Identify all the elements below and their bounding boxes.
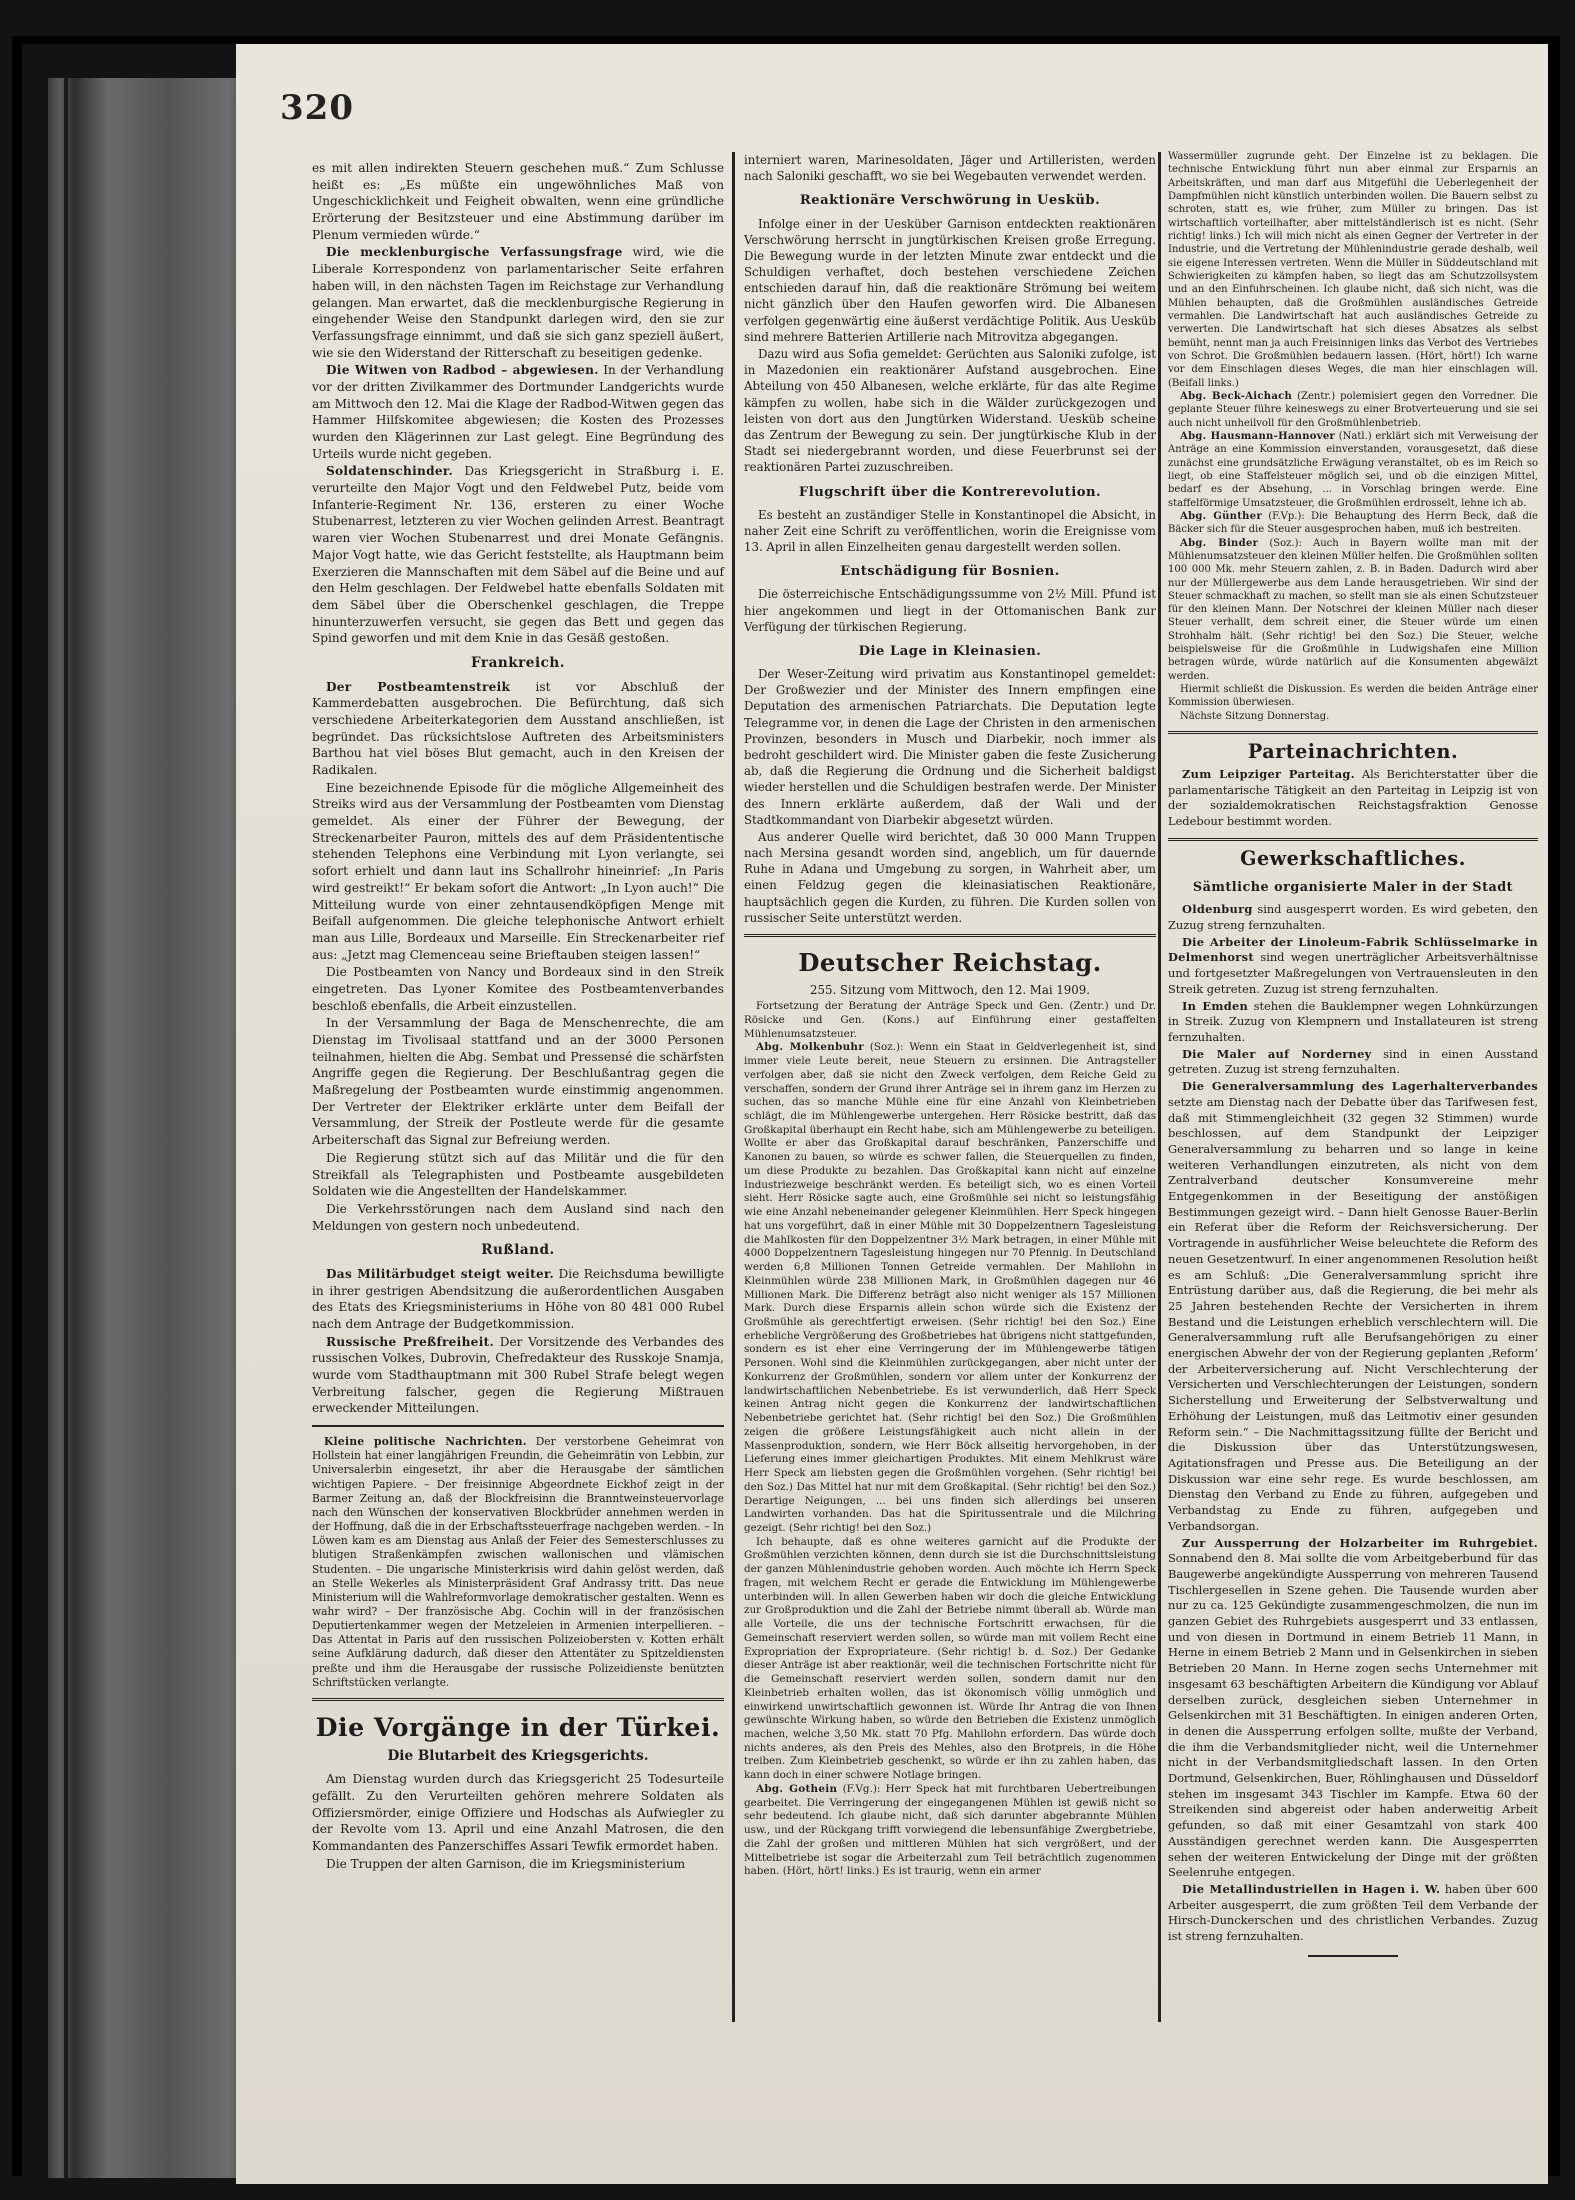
paragraph-small: Wassermüller zugrunde geht. Der Einzelne ist zu beklagen. Die technische Entwicklung führt nun aber einmal zur Ersparnis an Arbeitskräften, und man darf aus Mitgefühl die Ueberlegenheit der Dampfmühlen nicht künstlich unterbinden wollen. Die Bauern selbst zu schroten, statt es, wie früher, zum Müller zu bringen. Das ist wirtschaftlich vorteilhafter, aber mittelständlerisch ist es nicht. (Sehr richtig! links.) Ich will mich nicht als einen Gegner der Vertreter in der Industrie, und die Vertretung der Mühlenindustrie gerade deshalb, weil sie eigene Interessen vertreten. Wenn die Müller in Süddeutschland mit Schwierigkeiten zu kämpfen haben, so liegt das am Schutzzollsystem und an den Einfuhrscheinen. Ich glaube nicht, daß sich nicht, was die Mühlen behaupten, daß die Großmühlen ausländisches Getreide vermahlen. Die Landwirtschaft hat auch ausländisches Getreide zu verwerten. Die Landwirtschaft hat sich dieses Absatzes als selbst bemüht, nennt man ja auch Freisinnigen links das Verbot des Vertriebes von Schrot. Die Großmühlen bedauern lassen. (Hört, hört!) Ich warne vor dem Einschlagen dieses Weges, die man hier einschlagen will. (Beifall links.): [1168, 151, 1538, 389]
keyword: Der Postbeamtenstreik: [326, 679, 511, 694]
keyword: Zur Aussperrung der Holzarbeiter im Ruhrgebiet.: [1182, 1535, 1538, 1550]
paragraph-small: Ich behaupte, daß es ohne weiteres garnicht auf die Produkte der Großmühlen verzichten können, denn durch sie ist die Durchschnittsleistung der ganzen Mühlenindustrie gehoben worden. Auch möchte ich Herrn Speck fragen, mit welchem Recht er gerade die Entwicklung im Mühlengewerbe unterbinden will. In allen Gewerben haben wir doch die gleiche Entwicklung zur Großproduktion und die Zahl der Betriebe nimmt überall ab. Würde man alle Vorteile, die uns der technische Fortschritt erwachsen, für die Gemeinschaft reserviert werden sollen, so würde man mit vollem Recht eine Expropriation der Expropriateure. (Sehr richtig! b. d. Soz.) Der Gedanke dieser Anträge ist aber reaktionär, weil die technischen Fortschritte nicht für die Gemeinschaft reserviert werden sollen, sondern damit nur den Kleinbetrieb erhalten wollen, das ist ökonomisch völlig unmöglich und einwirkend unwirtschaftlich gewonnen ist. Würde Ihr Antrag die von Ihnen gewünschte Wirkung haben, so würde den Betrieben die Existenz unmöglich machen, welche 3,50 Mk. statt 70 Pfg. Mahllohn erfordern. Das würde doch nichts anderes, als den Preis des Mehles, also den Brotpreis, in die Höhe treiben. Zum Kleinbetrieb geschenkt, so würde er ihn zu zahlen haben, das kann doch in einer schwere Notlage bringen.: [744, 1535, 1156, 1782]
paragraph-small: Nächste Sitzung Donnerstag.: [1180, 710, 1330, 722]
paragraph: Dazu wird aus Sofia gemeldet: Gerüchten aus Saloniki zufolge, ist in Mazedonien ein reaktionärer Aufstand ausgebrochen. Eine Abteilung von 450 Albanesen, welche erklärte, für das alte Regime kämpfen zu wollen, habe sich in die Wälder zurückgezogen und leisten von dort aus den Jungtürken Widerstand. Uesküb scheine das Zentrum der Bewegung zu sein. Der jungtürkische Klub in der Stadt sei niedergebrannt worden, und diese Feuerbrunst sei der reaktionären Partei zuzuschreiben.: [744, 347, 1156, 475]
column-rule-2: [1158, 152, 1161, 2022]
paragraph-text: haben über 600 Arbeiter ausgesperrt, die zum größten Teil dem Verbande der Hirsch-Dunckerschen und des christlichen Verbandes. Zuzug ist streng fernzuhalten.: [1168, 1881, 1538, 1944]
section-heading: Die Lage in Kleinasien.: [858, 643, 1042, 659]
paragraph-small: [744, 1041, 1156, 1535]
speaker: Abg. Binder: [1180, 537, 1259, 549]
section-heading: Frankreich.: [471, 654, 565, 671]
paragraph-text: stehen die Bauklempner wegen Lohnkürzungen in Streik. Zuzug von Klempnern und Installateuren ist streng fernzuhalten.: [1168, 998, 1539, 1044]
paragraph-text: setzte am Dienstag nach der Debatte über das Tarifwesen fest, daß mit Stimmengleichheit (32 gegen 32 Stimmen) wurde beschlossen, auf dem Standpunkt der Leipziger Generalversammlung zu beharren und so lange in keine weiteren Verhandlungen einzutreten, als nicht von dem Zentralverband deutscher Konsumvereine mehr Entgegenkommen in der Beseitigung der anstößigen Bestimmungen gezeigt wird. – Dann hielt Genosse Bauer-Berlin ein Referat über die Reform der Reichsversicherung. Der Vortragende in ausführlicher Weise beleuchtete die Reform des neuen Gesetzentwurf. In einer angenommenen Resolution heißt es am Schluß: „Die Generalversammlung spricht ihre Entrüstung darüber aus, daß die Regierung, die bei mehr als 25 Jahren bestehenden Rechte der Versicherten in ihrem Bestand und die Leistungen erheblich verschlechtern will. Die Generalversammlung ruft alle Berufsangehörigen zu einer energischen Abwehr der von der Regierung geplanten ‚Reform‘ der Arbeiterversicherung auf. Nicht Verschlechterung der Versicherten und Verschlechterungen der Leistungen, sondern Sicherstellung und Erweiterung der Selbstverwaltung und Erhöhung der Leistungen, muß das Leitmotiv einer gesunden Reform sein.“ – Die Nachmittagssitzung füllte der Bericht und die Diskussion über das Unterstützungswesen, Agitationsfragen und Presse aus. Die Beteiligung an der Diskussion war eine sehr rege. Es wurde beschlossen, am Dienstag den Verband zu Ende zu führen, aufgegeben und Verbandstag zu Ende zu führen, aufgegeben und Verbandsorgan.: [1168, 1094, 1539, 1533]
paragraph: [312, 362, 724, 462]
speaker: Abg. Gothein: [756, 1782, 838, 1795]
paragraph-small: [312, 1435, 724, 1690]
frame-left: [12, 36, 22, 2176]
paragraph: Die österreichische Entschädigungssumme von 2½ Mill. Pfund ist hier angekommen und liegt in der Ottomanischen Bank zur Verfügung der türkischen Regierung.: [744, 587, 1156, 634]
paragraph-text: (F.Vg.): Herr Speck hat mit furchtbaren Uebertreibungen gearbeitet. Die Verringerung der eingegangenen Mühlen ist gewiß nicht so sehr bedeutend. Ich glaube nicht, daß sich darunter abgebrannte Mühlen usw., und der Rückgang trifft vorwiegend die lebensunfähige Zwergbetriebe, die Zahl der großen und mittleren Mühlen hat sich vergrößert, und der Mittelbetriebe ist sogar die Arbeiterzahl zum Teil beträchtlich zugenommen haben. (Hört, hört! links.) Es ist traurig, wenn ein armer: [744, 1782, 1156, 1878]
paragraph: Aus anderer Quelle wird berichtet, daß 30 000 Mann Truppen nach Mersina gesandt worden sind, angeblich, um für dauernde Ruhe in Adana und Umgebung zu sorgen, in Wahrheit aber, um einen Feldzug gegen die kleinasiatischen Reaktionäre, hauptsächlich gegen die Kurden, zu führen. Die Kurden sollen von russischer Seite unterstützt werden.: [744, 829, 1156, 925]
section-heading: Flugschrift über die Kontrerevolution.: [798, 484, 1102, 500]
speaker: Abg. Beck-Aichach: [1180, 390, 1293, 402]
major-heading: Deutscher Reichstag.: [798, 948, 1102, 977]
paragraph: [312, 1334, 724, 1417]
paragraph-text: Der verstorbene Geheimrat von Hollstein hat einer langjährigen Freundin, die Geheimrätin von Lebbin, zur Universalerbin eingesetzt, ihr aber die Herausgabe der sämtlichen wichtigen Papiere. – Der freisinnige Abgeordnete Eickhof zeigt in der Barmer Zeitung an, daß der Blockfreisinn die Branntweinsteuervorlage nach den Wünschen der konservativen Blockbrüder annehmen werden in der Hoffnung, daß die in der Erbschaftssteuerfrage nachgeben werden. – In Löwen kam es am Dienstag aus Anlaß der Feier des Semesterschlusses zu blutigen Straßenkämpfen zwischen wallonischen und vlämischen Studenten. – Die ungarische Ministerkrisis wird dahin gelöst werden, daß an Stelle Wekerles als Ministerpräsident Graf Andrassy tritt. Das neue Ministerium will die Wahlreformvorlage demokratischer gestalten. Wenn es wahr wird? – Der französische Abg. Cochin will in der französischen Deputiertenkammer wegen der Metzeleien in Armenien interpellieren. – Das Attentat in Paris auf den russischen Polizeiobersten v. Kotten erhält seine Aufklärung dadurch, daß dieser den Attentäter zu Spitzeldiensten preßte und ihm die Herausgabe der russische Polizeidienste benützten Schriftstücken verlangte.: [312, 1435, 724, 1689]
keyword: Die mecklenburgische Verfassungsfrage: [326, 245, 623, 260]
paragraph-text: (Zentr.) polemisiert gegen den Vorredner. Die geplante Steuer führe keineswegs zu einer Brotverteuerung und sie sei auch nicht unheilvoll für den Großmühlenbetrieb.: [1168, 390, 1538, 429]
paragraph: Die Truppen der alten Garnison, die im Kriegsministerium: [326, 1856, 686, 1871]
paragraph: In der Versammlung der Baga de Menschenrechte, die am Dienstag im Tivolisaal stattfand und an der 3000 Personen teilnahmen, hielten die Abg. Sembat und Pressensé die schärfsten Angriffe gegen die Regierung. Der Beschlußantrag gegen die Maßregelung der Postbeamten wurde einstimmig angenommen. Der Vertreter der Elektriker erklärte unter dem Beifall der Versammlung, der Streik der Postleute werde für die gesamte Arbeiterschaft das Signal zur Befreiung werden.: [312, 1016, 724, 1148]
paragraph-text: wird, wie die Liberale Korrespondenz von parlamentarischer Seite erfahren haben will, in den nächsten Tagen im Reichstage zur Verhandlung gelangen. Man erwartet, daß die mecklenburgische Regierung in eingehender Weise den Standpunkt darlegen wird, den sie zur Verfassungsfrage einnimmt, und daß sie sich ganz speziell äußert, wie sie den Widerstand der Ritterschaft zu beseitigen gedenke.: [312, 245, 724, 360]
frame-right: [1548, 36, 1560, 2176]
paragraph-text: (Soz.): Wenn ein Staat in Geldverlegenheit ist, sind immer viele Leute bereit, neue Steuern zu ersinnen. Die Antragsteller verfolgen aber, daß sie nicht den Zweck verfolgen, dem Reiche Geld zu verschaffen, sondern der Grund ihrer Anträge sei in ihrem ganz im Herzen zu suchen, das so manche Mühle eine für eine Anzahl von Kleinbetrieben schlägt, die im Mühlengewerbe untergehen. Herr Rösicke bestritt, daß das Großkapital überhaupt ein Recht habe, sich am Mühlengewerbe zu beteiligen. Wollte er aber das Großkapital darauf beschränken, Panzerschiffe und Kanonen zu bauen, so würde es schwer fallen, die Steuerquellen zu finden, um diese Produkte zu bezahlen. Das Großkapital kann nicht auf einzelne Industriezweige beschränkt werden. Es beteiligt sich, wo es einen Vorteil sieht. Herr Rösicke sagte auch, eine Großmühle sei nicht so leistungsfähig wie eine Anzahl nebeneinander gelegener Kleinmühlen. Herr Speck hingegen hat uns vorgeführt, daß in einer Mühle mit 30 Doppelzentnern Tagesleistung die Mahlkosten für den Doppelzentner 3½ Mark betragen, in einer Mühle mit 4000 Doppelzentnern Tagesleistung hingegen nur 70 Pfennig. In Deutschland werden 6,8 Millionen Tonnen Getreide vermahlen. Der Mahllohn in Kleinmühlen würde 238 Millionen Mark, in Großmühlen dagegen nur 46 Millionen Mark. Die Differenz beträgt also nicht weniger als 157 Millionen Mark. Durch diese Ersparnis allein schon würde sich die Existenz der Großmühle als gerechtfertigt erweisen. (Sehr richtig! bei den Soz.) Eine erhebliche Vergrößerung des Großbetriebes hat übrigens nicht stattgefunden, sondern es ist eher eine Verringerung der im Mühlengewerbe tätigen Personen. Wohl sind die Kleinmühlen zurückgegangen, aber nicht unter der Konkurrenz der Großmühlen, sondern vor allem unter der Konkurrenz der landwirtschaftlichen Nebenbetriebe. Es ist verwunderlich, daß Herr Speck keinen Antrag nicht gegen die Konkurrenz der landwirtschaftlichen Nebenbetriebe gerichtet hat. (Sehr richtig! bei den Soz.) Die Großmühlen zeigen die größere Leistungsfähigkeit auch nicht allein in der Massenproduktion, sondern, wie Herr Böck allseitig hervorgehoben, in der Lieferung eines immer gleichartigen Produktes. Mit einem Mehlkrust wäre Herr Speck am liebsten gegen die Großmühlen vorgehen. (Sehr richtig! bei den Soz.) Das Mittel hat nur mit dem Großkapital. (Sehr richtig! bei den Soz.) Derartige Neigungen, ... bei uns finden sich allerdings bei unseren Landwirten vorhanden. Das hat die Spiritussentrale und die Milchring gezeigt. (Sehr richtig! bei den Soz.): [744, 1041, 1156, 1534]
paragraph-text: (Natl.) erklärt sich mit Verweisung der Anträge an eine Kommission einverstanden, vorausgesetzt, daß diese zunächst eine grundsätzliche Erwägung veranstaltet, ob es im Reich so liegt, ob eine Staffelsteuer möglich sei, und ob die einzigen Mittel, bedarf es der Absehung, ... in Vorschlag bringen werde. Eine staffelförmige Umsatzsteuer, die Großmühlen erdrosselt, lehne ich ab.: [1168, 430, 1538, 509]
subheading: Die Blutarbeit des Kriegsgerichts.: [387, 1747, 649, 1764]
paragraph-small: Hiermit schließt die Diskussion. Es werden die beiden Anträge einer Kommission überwiesen.: [1168, 684, 1538, 709]
paragraph: [312, 463, 724, 647]
paragraph-text: sind wegen unerträglicher Arbeitsverhältnisse und fortgesetzter Maßregelungen von Vertrauensleuten in den Streik getreten. Zuzug ist streng fernzuhalten.: [1168, 950, 1538, 996]
paragraph: [1168, 902, 1538, 933]
double-rule: [1168, 838, 1538, 841]
section-heading: Reaktionäre Verschwörung in Uesküb.: [799, 193, 1101, 209]
double-rule: [312, 1698, 724, 1701]
paragraph: Es besteht an zuständiger Stelle in Konstantinopel die Absicht, in naher Zeit eine Schrift zu veröffentlichen, worin die Ereignisse vom 13. April in allen Einzelheiten genau dargestellt werden sollen.: [744, 507, 1156, 554]
keyword: Soldatenschinder.: [326, 464, 453, 479]
paragraph-text: Der Vorsitzende des Verbandes des russischen Volkes, Dubrovin, Chefredakteur des Russkoje Snamja, wurde vom Stadthauptmann mit 300 Rubel Strafe belegt wegen Verbreitung falscher, gegen die Regierung Mißtrauen erweckender Mitteilungen.: [312, 1334, 724, 1416]
keyword: Die Arbeiter der Linoleum-Fabrik Schlüsselmarke in Delmenhorst: [1168, 934, 1538, 965]
paragraph: Infolge einer in der Uesküber Garnison entdeckten reaktionären Verschwörung herrscht in jungtürkischen Kreisen große Erregung. Die Bewegung wurde in der letzten Minute zwar entdeckt und die Schuldigen verhaftet, doch bestehen verschiedene Zeichen entschieden darauf hin, daß die reaktionäre Strömung bei weitem nicht gänzlich über den Haufen geworfen wird. Die Albanesen verfolgen gegenwärtig eine äußerst verdächtige Politik. Aus Uesküb sind mehrere Batterien Artillerie nach Mitrovitza abgegangen.: [744, 216, 1156, 344]
keyword: Die Maler auf Norderney: [1182, 1046, 1372, 1061]
paragraph: [312, 679, 724, 779]
paragraph: [1168, 935, 1538, 998]
paragraph: es mit allen indirekten Steuern geschehen muß.“ Zum Schlusse heißt es: „Es müßte ein ungewöhnliches Maß von Ungeschicklichkeit und Feigheit obwalten, wenn eine gründliche Erörterung der Besitzsteuer und eine Abstimmung darüber im Plenum vermieden würde.“: [312, 161, 724, 242]
paragraph-small: [744, 1783, 1156, 1879]
paragraph-text: Die Reichsduma bewilligte in ihrer gestrigen Abendsitzung die außerordentlichen Ausgaben des Etats des Kriegsministeriums in Höhe von 80 481 000 Rubel nach dem Antrage der Budgetkommission.: [312, 1266, 724, 1331]
end-rule: [1308, 1955, 1398, 1957]
paragraph-small: [1168, 537, 1538, 684]
subheading: Sämtliche organisierte Maler in der Stadt: [1192, 879, 1514, 895]
double-rule: [744, 934, 1156, 937]
speaker: Abg. Molkenbuhr: [756, 1041, 864, 1054]
paragraph: [1168, 1536, 1538, 1881]
paragraph-small: [1168, 390, 1538, 430]
speaker: Abg. Hausmann-Hannover: [1180, 430, 1336, 442]
keyword: Die Metallindustriellen in Hagen i. W.: [1182, 1881, 1441, 1896]
paragraph-small: [1168, 430, 1538, 510]
keyword: Zum Leipziger Parteitag.: [1182, 767, 1355, 782]
paragraph: [312, 244, 724, 361]
session-line: 255. Sitzung vom Mittwoch, den 12. Mai 1909.: [810, 982, 1090, 997]
paragraph-text: Sonnabend den 8. Mai sollte die vom Arbeitgeberbund für das Baugewerbe angekündigte Aussperrung von mehreren Tausend Tischlergesellen in Szene gehen. Die Tausende wurden aber nur zu ca. 125 Gekündigte zusammengeschmolzen, die nun im ganzen Gebiet des Ruhrgebiets ausgesperrt und 33 entlassen, und von diesen in Dortmund in einem Betrieb 11 Mann, in Herne in einem Betrieb 2 Mann und in Gelsenkirchen in sieben Betrieben 20 Mann. In Herne zogen sechs Unternehmer mit insgesamt 63 beschäftigten Arbeitern die Kündigung vor Ablauf derselben zurück, desgleichen sieben Unternehmer in Gelsenkirchen mit 31 Beschäftigten. In einigen anderen Orten, in denen die Aussperrung erfolgen sollte, mußte der Verband, die ihm die Verbandsmitglieder nicht, weil die Unternehmer nicht in der Verbandsmitgliedschaft lassen. In den Orten Dortmund, Gelsenkirchen, Buer, Röhlinghausen und Düsseldorf stehen im insgesamt 343 Tischler im Kampfe. Etwa 60 der Streikenden sind abgereist oder haben anderweitig Arbeit gefunden, so daß mit einer Gesamtzahl von stark 400 Ausständigen gerechnet werden kann. Die Ausgesperrten sehen der weiteren Entwickelung der Dinge mit der größten Seelenruhe entgegen.: [1168, 1551, 1538, 1880]
keyword: In Emden: [1182, 998, 1249, 1013]
paragraph-text: Das Kriegsgericht in Straßburg i. E. verurteilte den Major Vogt und den Feldwebel Putz, beide vom Infanterie-Regiment Nr. 136, ersteren zu einer Woche Stubenarrest, letzteren zu vier Wochen gelinden Arrest. Beantragt waren vier Wochen Stubenarrest und drei Monate Gefängnis. Major Vogt hatte, wie das Gericht feststellte, als Hauptmann beim Exerzieren die Mannschaften mit dem Säbel auf die Beine und auf den Helm geschlagen. Der Feldwebel hatte ebenfalls Soldaten mit dem Säbel über die Oberschenkel geschlagen, die Treppe hinunterzuwerfen versucht, sie gegen das Bett und gegen das Spind geworfen und mit dem Knie in das Gesäß gestoßen.: [312, 464, 724, 646]
paragraph: Eine bezeichnende Episode für die mögliche Allgemeinheit des Streiks wird aus der Versammlung der Postbeamten vom Dienstag gemeldet. Als einer der Führer der Bewegung, der Streckenarbeiter Pauron, mittels des auf dem Präsidententische stehenden Telephons eine Verbindung mit Lyon verlangte, sei sofort erhielt und dann laut ins Schallrohr hineinrief: „In Paris wird gestreikt!“ Er bekam sofort die Antwort: „In Lyon auch!“ Die Mitteilung wurde von einer zehntausendköpfigen Menge mit Beifall aufgenommen. Die gleiche telephonische Antwort erhielt man aus Lille, Bordeaux und Marseille. Ein Streckenarbeiter rief aus: „Jetzt mag Clemenceau seine Brieftauben steigen lassen!“: [312, 780, 724, 962]
paragraph: [1168, 1047, 1538, 1078]
binding-edge: [64, 78, 68, 2178]
paragraph: Die Postbeamten von Nancy und Bordeaux sind in den Streik eingetreten. Das Lyoner Komitee des Postbeamtenverbandes beschloß ebenfalls, die Arbeit einzustellen.: [312, 965, 724, 1013]
major-heading: Die Vorgänge in der Türkei.: [315, 1711, 721, 1742]
paragraph: Die Verkehrsstörungen nach dem Ausland sind nach den Meldungen von gestern noch unbedeutend.: [312, 1201, 724, 1233]
paragraph-text: ist vor Abschluß der Kammerdebatten ausgebrochen. Die Befürchtung, daß sich verschiedene Arbeiterkategorien dem Ausstand anschließen, ist begründet. Das rücksichtslose Auftreten des Arbeitsministers Barthou hat viel böses Blut gemacht, auch in den Kreisen der Radikalen.: [312, 679, 725, 778]
keyword: Die Generalversammlung des Lagerhalterverbandes: [1182, 1079, 1538, 1094]
divider: [312, 1425, 724, 1427]
paragraph: Am Dienstag wurden durch das Kriegsgericht 25 Todesurteile gefällt. Zu den Verurteilten gehören mehrere Soldaten als Offiziersmörder, einige Offiziere und Hodschas als Aufwiegler zu der Revolte vom 13. April und eine Anzahl Matrosen, die den Kommandanten des Panzerschiffes Assari Tewfik ermordet haben.: [312, 1772, 724, 1854]
paragraph: [1168, 999, 1538, 1046]
keyword: Die Witwen von Radbod – abgewiesen.: [326, 363, 599, 378]
speaker: Abg. Günther: [1180, 510, 1263, 522]
paragraph-text: Als Berichterstatter über die parlamentarische Tätigkeit an den Parteitag in Leipzig ist von der sozialdemokratischen Reichstagsfraktion Genosse Ledebour bestimmt worden.: [1168, 767, 1538, 829]
section-heading: Gewerkschaftliches.: [1240, 846, 1466, 870]
column-rule-1: [732, 152, 735, 2022]
keyword: Kleine politische Nachrichten.: [324, 1435, 527, 1449]
paragraph-text: sind in einen Ausstand getreten. Zuzug ist streng fernzuhalten.: [1168, 1046, 1539, 1077]
paragraph: [312, 1266, 724, 1333]
paragraph: interniert waren, Marinesoldaten, Jäger und Artilleristen, werden nach Saloniki geschafft, wo sie bei Wegebauten verwendet werden.: [744, 153, 1156, 184]
paragraph-text: (Soz.): Auch in Bayern wollte man mit der Mühlenumsatzsteuer den kleinen Müller helfen. Die Großmühlen sollten 100 000 Mk. mehr Steuern zahlen, z. B. in Baden. Dadurch wird aber nur der Müllergewerbe aus dem Lande herausgetrieben. Wir sind der Steuer schmackhaft zu machen, so stellt man sie als einen Schutzsteuer für den kleinen Mann. Der Notschrei der kleinen Müller nach dieser Steuer verhallt, dem schreit einer, die Steuer würde um einen Strohhalm hält. (Sehr richtig! bei den Soz.) Die Steuer, welche beispielsweise für die Großmühle in Ludwigshafen eine Million betragen würde, würde natürlich auf die Konsumenten abgewälzt werden.: [1168, 537, 1538, 682]
paragraph: Die Regierung stützt sich auf das Militär und die für den Streikfall als Telegraphisten und Postbeamte ausgebildeten Soldaten wie die Angestellten der Handelskammer.: [312, 1150, 724, 1199]
section-heading: Entschädigung für Bosnien.: [840, 564, 1060, 580]
column-2: [744, 152, 1156, 1879]
paragraph: [1168, 767, 1538, 830]
section-heading: Rußland.: [481, 1242, 555, 1259]
paragraph: Der Weser-Zeitung wird privatim aus Konstantinopel gemeldet: Der Großwezier und der Minister des Innern empfingen eine Deputation des armenischen Patriarchats. Die Deputation legte Telegramme vor, in denen die Lage der Christen in den armenischen Provinzen, besonders in Musch und Diarbekir, noch immer als bedroht geschildert wird. Die Minister gaben die feste Zusicherung ab, daß die Regierung die Ordnung und die Sicherheit baldigst wieder herstellen und die Schuldigen bestrafen werde. Der Minister des Innern erklärte außerdem, daß der Wali und der Stadtkommandant von Diarbekir abgesetzt würden.: [744, 667, 1156, 827]
paragraph-small: Fortsetzung der Beratung der Anträge Speck und Gen. (Zentr.) und Dr. Rösicke und Gen. (Kons.) auf Einführung einer gestaffelten Mühlenumsatzsteuer.: [744, 1000, 1156, 1040]
page-number: 320: [280, 88, 354, 128]
column-3: [1168, 150, 1538, 1967]
column-1: [312, 160, 724, 1874]
paragraph-text: In der Verhandlung vor der dritten Zivilkammer des Dortmunder Landgerichts wurde am Mittwoch den 12. Mai die Klage der Radbod-Witwen gegen das Hammer Hilfskomitee abgewiesen; die Kosten des Prozesses wurden den Klägerinnen zur Last gelegt. Eine Begründung des Urteils wurde nicht gegeben.: [312, 363, 724, 461]
book-binding: [48, 78, 248, 2178]
double-rule: [1168, 731, 1538, 734]
paragraph-text: sind ausgesperrt worden. Es wird gebeten, den Zuzug streng fernzuhalten.: [1168, 902, 1538, 933]
keyword: Das Militärbudget steigt weiter.: [326, 1266, 555, 1281]
paragraph-small: [1168, 510, 1538, 537]
frame-top: [12, 36, 1560, 44]
paragraph: [1168, 1882, 1538, 1945]
keyword: Russische Preßfreiheit.: [326, 1334, 494, 1349]
paragraph-text: (F.Vp.): Die Behauptung des Herrn Beck, daß die Bäcker sich für die Steuer ausgesprochen haben, muß ich bestreiten.: [1168, 510, 1538, 536]
keyword: Oldenburg: [1182, 902, 1253, 917]
paragraph: [1168, 1079, 1538, 1534]
section-heading: Parteinachrichten.: [1247, 740, 1459, 764]
